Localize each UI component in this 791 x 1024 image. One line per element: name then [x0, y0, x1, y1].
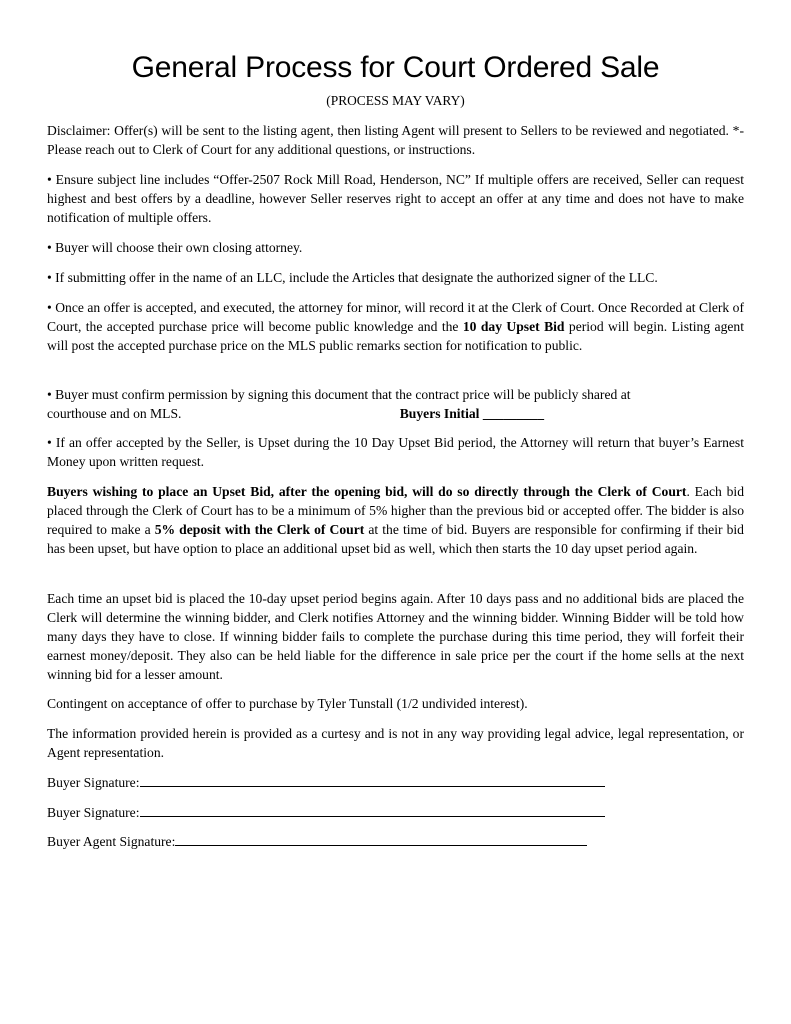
- buyer-signature-1-line[interactable]: [140, 773, 605, 787]
- buyer-signature-1: [47, 773, 605, 792]
- deposit-emphasis: 5% deposit with the Clerk of Court: [154, 522, 365, 537]
- bullet-offer-accepted: [47, 298, 744, 355]
- buyer-agent-signature-line[interactable]: [175, 832, 587, 846]
- buyer-agent-signature: [47, 832, 587, 851]
- bullet-upset-refund: • If an offer accepted by the Seller, is Upset during the 10 Day Upset Bid period, the Attorney will return that buyer’s Earnest Money upon written request.: [47, 435, 744, 469]
- upset-bid-period-emphasis: 10 day Upset Bid: [462, 319, 565, 334]
- buyer-agent-signature-label: Buyer Agent Signature:: [47, 834, 176, 849]
- buyers-initial-field[interactable]: Buyers Initial _________: [399, 406, 544, 421]
- bullet-accepted-text-1: • Once an offer is accepted, and executed, the attorney for minor, will record it at the Clerk of Court. Once Recorded at Clerk of Court, the accepted purchase price will become public knowledge and the: [47, 300, 744, 334]
- document-title: General Process for Court Ordered Sale: [131, 51, 660, 84]
- upset-bid-text-2: at the time of bid. Buyers are responsible for confirming if their bid has been upset, but have option to place an additional upset bid as well, which then starts the 10 day upset period again.: [47, 522, 744, 556]
- buyer-signature-1-label: Buyer Signature:: [47, 775, 140, 790]
- bullet-confirm-permission: [47, 385, 744, 423]
- buyer-signature-2-line[interactable]: [140, 803, 605, 817]
- bullet-closing-attorney: • Buyer will choose their own closing attorney.: [47, 240, 303, 255]
- courtesy-paragraph: The information provided herein is provided as a curtesy and is not in any way providing legal advice, legal representation, or Agent representation.: [47, 726, 744, 760]
- bullet-subject-line: • Ensure subject line includes “Offer-2507 Rock Mill Road, Henderson, NC” If multiple offers are received, Seller can request highest and best offers by a deadline, however Seller reserves right to accept an offer at any time and does not have to make notification of multiple offers.: [47, 172, 744, 225]
- disclaimer-paragraph: Disclaimer: Offer(s) will be sent to the listing agent, then listing Agent will present to Sellers to be reviewed and negotiated. *- Please reach out to Clerk of Court for any additional questions, or instructions.: [47, 123, 744, 157]
- upset-bid-emphasis: Buyers wishing to place an Upset Bid, after the opening bid, will do so directly through the Clerk of Court: [47, 484, 687, 499]
- bullet-llc: • If submitting offer in the name of an LLC, include the Articles that designate the authorized signer of the LLC.: [47, 270, 658, 285]
- buyer-signature-2: [47, 803, 605, 822]
- confirm-line-1: • Buyer must confirm permission by signing this document that the contract price will be publicly shared at: [47, 387, 631, 402]
- upset-bid-text-1: . Each bid placed through the Clerk of Court has to be a minimum of 5% higher than the previous bid or accepted offer. The bidder is also required to make a: [47, 484, 744, 537]
- each-time-paragraph: Each time an upset bid is placed the 10-day upset period begins again. After 10 days pass and no additional bids are placed the Clerk will determine the winning bidder, and Clerk notifies Attorney and the winning bidder. Winning Bidder will be told how many days they have to close. If winning bidder fails to complete the purchase during this time period, they will forfeit their earnest money/deposit. They also can be held liable for the difference in sale price per the court if the home sells at the next winning bid for a lesser amount.: [47, 591, 744, 682]
- contingent-paragraph: Contingent on acceptance of offer to purchase by Tyler Tunstall (1/2 undivided interest).: [47, 696, 528, 711]
- confirm-line-2: courthouse and on MLS.: [47, 406, 182, 421]
- document-subtitle: (PROCESS MAY VARY): [326, 93, 465, 108]
- bullet-accepted-text-2: period will begin. Listing agent will post the accepted purchase price on the MLS public remarks section for notification to public.: [47, 319, 744, 353]
- buyer-signature-2-label: Buyer Signature:: [47, 805, 140, 820]
- upset-bid-paragraph: [47, 482, 744, 558]
